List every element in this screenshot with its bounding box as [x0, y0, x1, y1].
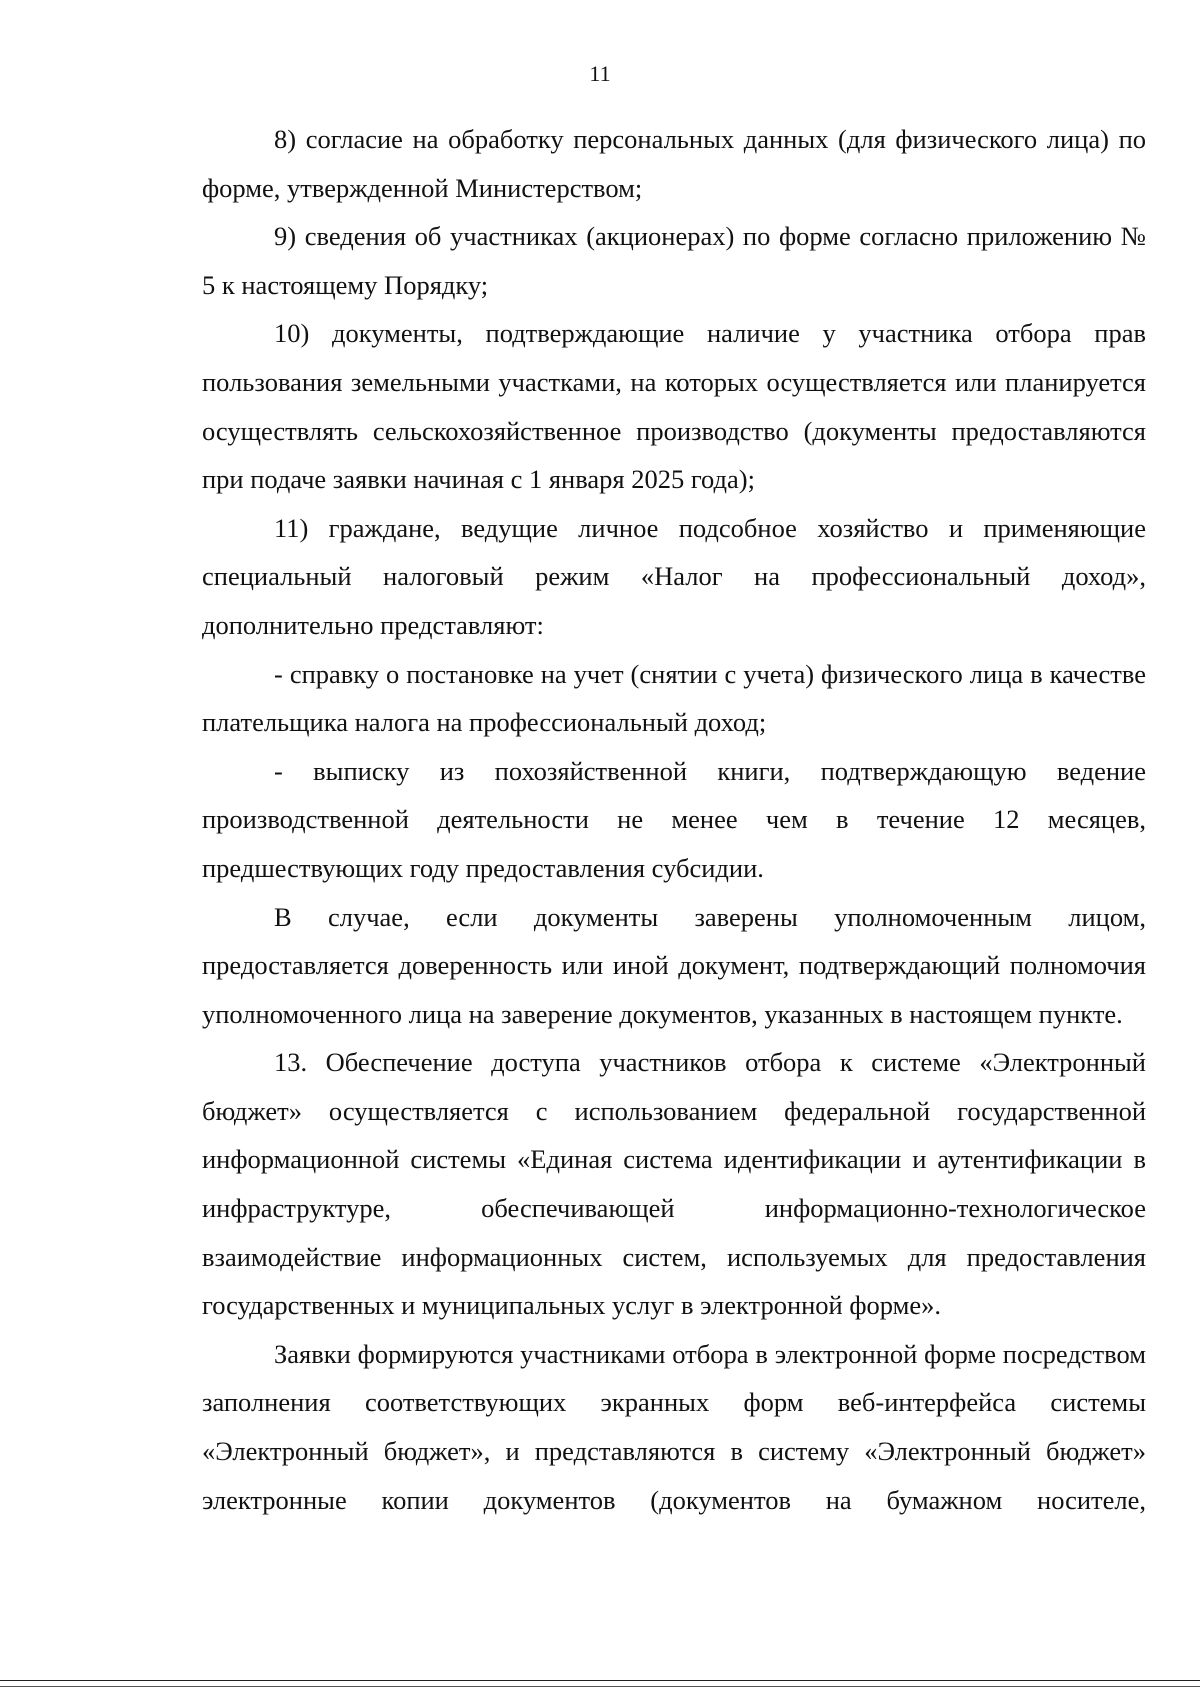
paragraph-bullet-extract: - выписку из похозяйственной книги, подтверждающую ведение производственной деятельности не менее чем в течение 12 месяцев, предшествующих году предоставления субсидии.: [202, 755, 1146, 883]
paragraph-power-of-attorney: В случае, если документы заверены уполномоченным лицом, предоставляется доверенность или иной документ, подтверждающий полномочия уполномоченного лица на заверение документов, указанных в настоящем пункте.: [202, 901, 1146, 1029]
paragraph-item-8: 8) согласие на обработку персональных данных (для физического лица) по форме, утвержденной Министерством;: [202, 124, 1146, 203]
paragraph-section-13: 13. Обеспечение доступа участников отбора к системе «Электронный бюджет» осуществляется с использованием федеральной государственной информационной системы «Единая система идентификации и аутентификации в инфраструктуре, обеспечивающей информационно-технологическое взаимодействие информационных систем, используемых для предоставления государственных и муниципальных услуг в электронной форме».: [202, 1047, 1146, 1321]
paragraph-item-11: 11) граждане, ведущие личное подсобное хозяйство и применяющие специальный налоговый режим «Налог на профессиональный доход», дополнительно представляют:: [202, 512, 1146, 640]
bottom-border-line: [0, 1680, 1200, 1681]
paragraph-item-9: 9) сведения об участниках (акционерах) по форме согласно приложению № 5 к настоящему Порядку;: [202, 221, 1146, 300]
document-body: [202, 115, 1146, 1524]
bottom-border-line-secondary: [0, 1686, 1200, 1687]
page-number: 11: [589, 61, 611, 86]
paragraph-bullet-certificate: - справку о постановке на учет (снятии с учета) физического лица в качестве плательщика налога на профессиональный доход;: [202, 658, 1146, 738]
paragraph-applications: Заявки формируются участниками отбора в электронной форме посредством заполнения соответствующих экранных форм веб-интерфейса системы «Электронный бюджет», и представляются в систему «Электронный бюджет» электронные копии документов (документов на бумажном носителе,: [202, 1338, 1146, 1515]
paragraph-item-10: 10) документы, подтверждающие наличие у участника отбора прав пользования земельными участками, на которых осуществляется или планируется осуществлять сельскохозяйственное производство (документы предоставляются при подаче заявки начиная с 1 января 2025 года);: [202, 318, 1146, 495]
